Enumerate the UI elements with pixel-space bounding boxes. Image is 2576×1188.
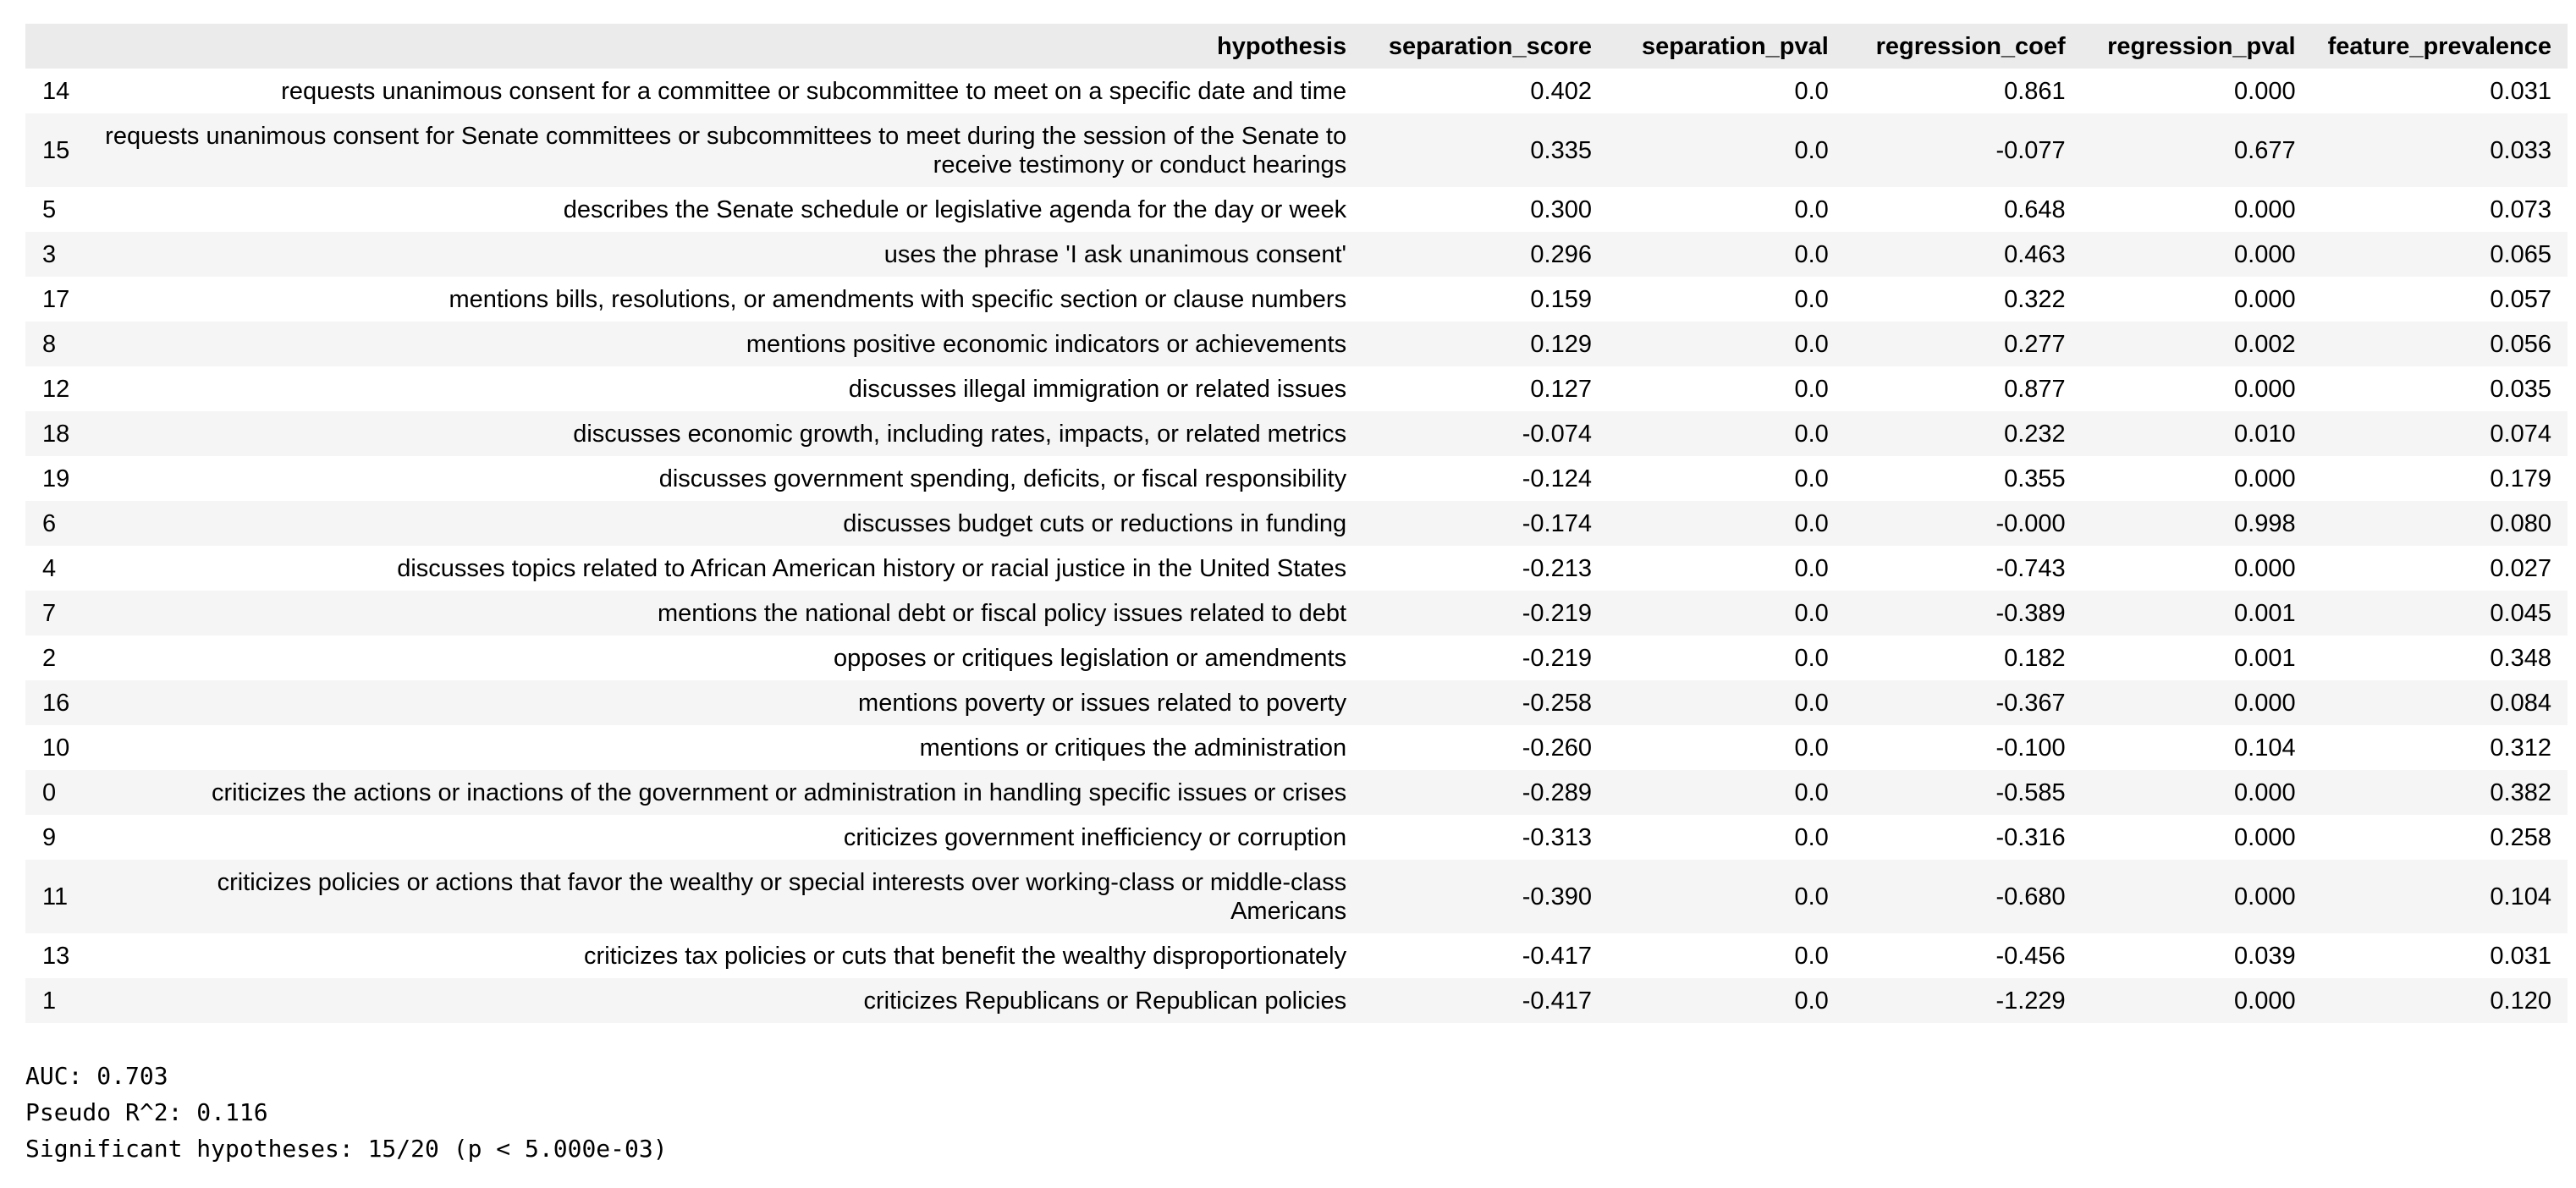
row-index: 2 xyxy=(42,644,57,672)
table-row xyxy=(25,933,2568,978)
hypothesis-cell: mentions bills, resolutions, or amendments with specific section or clause numbers xyxy=(449,285,1347,313)
hypothesis-cell: discusses illegal immigration or related issues xyxy=(848,375,1347,403)
feature-prevalence-cell: 0.031 xyxy=(2490,942,2551,970)
regression-coef-cell: 0.322 xyxy=(2004,285,2066,313)
separation-pval-cell: 0.0 xyxy=(1794,136,1829,164)
table-row xyxy=(25,591,2568,635)
table-row xyxy=(25,411,2568,456)
separation-score-cell: 0.335 xyxy=(1530,136,1592,164)
separation-pval-cell: 0.0 xyxy=(1794,554,1829,582)
feature-prevalence-cell: 0.382 xyxy=(2490,778,2551,806)
regression-coef-cell: 0.182 xyxy=(2004,644,2066,672)
separation-score-cell: -0.213 xyxy=(1522,554,1592,582)
regression-pval-cell: 0.000 xyxy=(2234,375,2296,403)
regression-pval-cell: 0.000 xyxy=(2234,240,2296,268)
feature-prevalence-cell: 0.312 xyxy=(2490,734,2551,762)
separation-score-cell: -0.258 xyxy=(1522,689,1592,717)
regression-pval-cell: 0.000 xyxy=(2234,77,2296,105)
column-header-index xyxy=(25,24,93,69)
feature-prevalence-cell: 0.104 xyxy=(2490,883,2551,910)
regression-coef-cell: -0.680 xyxy=(1995,883,2066,910)
hypothesis-cell: mentions poverty or issues related to poverty xyxy=(858,689,1347,717)
separation-pval-cell: 0.0 xyxy=(1794,240,1829,268)
separation-pval-cell: 0.0 xyxy=(1794,77,1829,105)
regression-pval-cell: 0.000 xyxy=(2234,554,2296,582)
regression-coef-cell: -0.456 xyxy=(1995,942,2066,970)
separation-pval-cell: 0.0 xyxy=(1794,734,1829,762)
column-header-feature-prevalence: feature_prevalence xyxy=(2327,32,2551,60)
table-row xyxy=(25,322,2568,366)
table-row xyxy=(25,860,2568,933)
column-header-separation-score: separation_score xyxy=(1388,32,1592,60)
regression-coef-cell: -0.000 xyxy=(1995,509,2066,537)
regression-pval-cell: 0.000 xyxy=(2234,689,2296,717)
table-row xyxy=(25,232,2568,277)
regression-pval-cell: 0.000 xyxy=(2234,195,2296,223)
feature-prevalence-cell: 0.073 xyxy=(2490,195,2551,223)
regression-pval-cell: 0.039 xyxy=(2234,942,2296,970)
feature-prevalence-cell: 0.348 xyxy=(2490,644,2551,672)
table-row xyxy=(25,770,2568,815)
regression-coef-cell: -0.585 xyxy=(1995,778,2066,806)
regression-pval-cell: 0.104 xyxy=(2234,734,2296,762)
hypothesis-cell: opposes or critiques legislation or amendments xyxy=(833,644,1347,672)
feature-prevalence-cell: 0.031 xyxy=(2490,77,2551,105)
regression-pval-cell: 0.998 xyxy=(2234,509,2296,537)
separation-pval-cell: 0.0 xyxy=(1794,509,1829,537)
row-index: 10 xyxy=(42,734,70,762)
separation-score-cell: -0.219 xyxy=(1522,644,1592,672)
separation-score-cell: -0.390 xyxy=(1522,883,1592,910)
regression-coef-cell: 0.861 xyxy=(2004,77,2066,105)
table-row xyxy=(25,501,2568,546)
regression-coef-cell: -0.077 xyxy=(1995,136,2066,164)
row-index: 11 xyxy=(42,883,69,910)
separation-pval-cell: 0.0 xyxy=(1794,599,1829,627)
feature-prevalence-cell: 0.080 xyxy=(2490,509,2551,537)
hypothesis-cell: discusses budget cuts or reductions in funding xyxy=(843,509,1347,537)
dataframe-table xyxy=(25,24,2568,1023)
hypothesis-cell: criticizes policies or actions that favor the wealthy or special interests over working-class or middle-class Americans xyxy=(217,868,1347,925)
row-index: 6 xyxy=(42,509,57,537)
column-header-separation-pval: separation_pval xyxy=(1642,32,1829,60)
separation-score-cell: 0.296 xyxy=(1530,240,1592,268)
row-index: 3 xyxy=(42,240,57,268)
hypothesis-cell: criticizes Republicans or Republican policies xyxy=(863,987,1347,1015)
regression-coef-cell: -0.100 xyxy=(1995,734,2066,762)
row-index: 16 xyxy=(42,689,70,717)
table-row xyxy=(25,277,2568,322)
separation-score-cell: -0.124 xyxy=(1522,465,1592,492)
regression-coef-cell: -0.316 xyxy=(1995,823,2066,851)
row-index: 15 xyxy=(42,136,70,164)
separation-score-cell: 0.127 xyxy=(1530,375,1592,403)
separation-pval-cell: 0.0 xyxy=(1794,285,1829,313)
separation-pval-cell: 0.0 xyxy=(1794,330,1829,358)
auc-line: AUC: 0.703 xyxy=(25,1062,168,1090)
regression-pval-cell: 0.001 xyxy=(2234,644,2296,672)
separation-score-cell: 0.159 xyxy=(1530,285,1592,313)
regression-pval-cell: 0.000 xyxy=(2234,883,2296,910)
hypothesis-cell: mentions or critiques the administration xyxy=(919,734,1347,762)
separation-score-cell: 0.300 xyxy=(1530,195,1592,223)
row-index: 17 xyxy=(42,285,70,313)
table-body xyxy=(25,69,2568,1023)
regression-coef-cell: -0.389 xyxy=(1995,599,2066,627)
separation-pval-cell: 0.0 xyxy=(1794,883,1829,910)
row-index: 9 xyxy=(42,823,57,851)
separation-pval-cell: 0.0 xyxy=(1794,420,1829,448)
regression-pval-cell: 0.000 xyxy=(2234,285,2296,313)
feature-prevalence-cell: 0.120 xyxy=(2490,987,2551,1015)
feature-prevalence-cell: 0.035 xyxy=(2490,375,2551,403)
feature-prevalence-cell: 0.057 xyxy=(2490,285,2551,313)
table-row xyxy=(25,546,2568,591)
table-row xyxy=(25,635,2568,680)
separation-pval-cell: 0.0 xyxy=(1794,778,1829,806)
separation-score-cell: -0.417 xyxy=(1522,987,1592,1015)
table-row xyxy=(25,366,2568,411)
regression-coef-cell: 0.463 xyxy=(2004,240,2066,268)
row-index: 8 xyxy=(42,330,57,358)
regression-coef-cell: 0.877 xyxy=(2004,375,2066,403)
separation-pval-cell: 0.0 xyxy=(1794,465,1829,492)
feature-prevalence-cell: 0.027 xyxy=(2490,554,2551,582)
separation-score-cell: -0.174 xyxy=(1522,509,1592,537)
regression-pval-cell: 0.000 xyxy=(2234,823,2296,851)
regression-coef-cell: -0.367 xyxy=(1995,689,2066,717)
regression-pval-cell: 0.010 xyxy=(2234,420,2296,448)
separation-score-cell: -0.417 xyxy=(1522,942,1592,970)
separation-score-cell: 0.129 xyxy=(1530,330,1592,358)
table-row xyxy=(25,680,2568,725)
table-header xyxy=(25,24,2568,69)
hypothesis-cell: requests unanimous consent for a committee or subcommittee to meet on a specific date and time xyxy=(281,77,1347,105)
table-row xyxy=(25,815,2568,860)
separation-pval-cell: 0.0 xyxy=(1794,987,1829,1015)
hypothesis-cell: discusses economic growth, including rates, impacts, or related metrics xyxy=(573,420,1347,448)
hypothesis-cell: describes the Senate schedule or legislative agenda for the day or week xyxy=(563,195,1347,223)
regression-pval-cell: 0.001 xyxy=(2234,599,2296,627)
feature-prevalence-cell: 0.179 xyxy=(2490,465,2551,492)
separation-score-cell: -0.313 xyxy=(1522,823,1592,851)
hypothesis-cell: uses the phrase 'I ask unanimous consent' xyxy=(883,240,1347,268)
column-header-regression-pval: regression_pval xyxy=(2107,32,2296,60)
hypothesis-cell: mentions positive economic indicators or achievements xyxy=(746,330,1347,358)
hypothesis-cell: requests unanimous consent for Senate committees or subcommittees to meet during the session of the Senate to receive testimony or conduct hearings xyxy=(105,122,1347,179)
row-index: 12 xyxy=(42,375,70,403)
pseudo-r2-line: Pseudo R^2: 0.116 xyxy=(25,1098,268,1126)
row-index: 1 xyxy=(42,987,57,1015)
feature-prevalence-cell: 0.033 xyxy=(2490,136,2551,164)
separation-score-cell: 0.402 xyxy=(1530,77,1592,105)
hypothesis-cell: criticizes government inefficiency or corruption xyxy=(843,823,1347,851)
separation-score-cell: -0.074 xyxy=(1522,420,1592,448)
table-row xyxy=(25,978,2568,1023)
regression-pval-cell: 0.677 xyxy=(2234,136,2296,164)
row-index: 14 xyxy=(42,77,70,105)
separation-score-cell: -0.260 xyxy=(1522,734,1592,762)
separation-pval-cell: 0.0 xyxy=(1794,942,1829,970)
regression-coef-cell: 0.355 xyxy=(2004,465,2066,492)
hypothesis-cell: criticizes the actions or inactions of the government or administration in handling specific issues or crises xyxy=(212,778,1347,806)
separation-pval-cell: 0.0 xyxy=(1794,375,1829,403)
separation-pval-cell: 0.0 xyxy=(1794,644,1829,672)
feature-prevalence-cell: 0.258 xyxy=(2490,823,2551,851)
separation-pval-cell: 0.0 xyxy=(1794,689,1829,717)
table-row xyxy=(25,187,2568,232)
table-row xyxy=(25,113,2568,187)
regression-coef-cell: 0.277 xyxy=(2004,330,2066,358)
regression-pval-cell: 0.002 xyxy=(2234,330,2296,358)
feature-prevalence-cell: 0.065 xyxy=(2490,240,2551,268)
header-row xyxy=(25,24,2568,69)
feature-prevalence-cell: 0.056 xyxy=(2490,330,2551,358)
row-index: 13 xyxy=(42,942,70,970)
column-header-regression-coef: regression_coef xyxy=(1875,32,2066,60)
separation-score-cell: -0.219 xyxy=(1522,599,1592,627)
row-index: 5 xyxy=(42,195,57,223)
regression-coef-cell: 0.232 xyxy=(2004,420,2066,448)
feature-prevalence-cell: 0.074 xyxy=(2490,420,2551,448)
column-header-hypothesis: hypothesis xyxy=(1217,32,1347,60)
regression-pval-cell: 0.000 xyxy=(2234,778,2296,806)
hypothesis-cell: criticizes tax policies or cuts that benefit the wealthy disproportionately xyxy=(584,942,1347,970)
row-index: 18 xyxy=(42,420,70,448)
hypothesis-cell: discusses topics related to African American history or racial justice in the United States xyxy=(397,554,1347,582)
table-row xyxy=(25,725,2568,770)
regression-pval-cell: 0.000 xyxy=(2234,987,2296,1015)
table-row xyxy=(25,456,2568,501)
row-index: 7 xyxy=(42,599,57,627)
significant-hypotheses-line: Significant hypotheses: 15/20 (p < 5.000e-03) xyxy=(25,1135,668,1163)
regression-coef-cell: 0.648 xyxy=(2004,195,2066,223)
regression-coef-cell: -0.743 xyxy=(1995,554,2066,582)
hypothesis-cell: discusses government spending, deficits, or fiscal responsibility xyxy=(658,465,1347,492)
table-row xyxy=(25,69,2568,113)
separation-pval-cell: 0.0 xyxy=(1794,823,1829,851)
regression-pval-cell: 0.000 xyxy=(2234,465,2296,492)
feature-prevalence-cell: 0.084 xyxy=(2490,689,2551,717)
summary-stats xyxy=(25,1058,668,1167)
separation-pval-cell: 0.0 xyxy=(1794,195,1829,223)
regression-coef-cell: -1.229 xyxy=(1995,987,2066,1015)
hypothesis-cell: mentions the national debt or fiscal policy issues related to debt xyxy=(658,599,1347,627)
row-index: 0 xyxy=(42,778,57,806)
feature-prevalence-cell: 0.045 xyxy=(2490,599,2551,627)
row-index: 4 xyxy=(42,554,57,582)
separation-score-cell: -0.289 xyxy=(1522,778,1592,806)
row-index: 19 xyxy=(42,465,70,492)
